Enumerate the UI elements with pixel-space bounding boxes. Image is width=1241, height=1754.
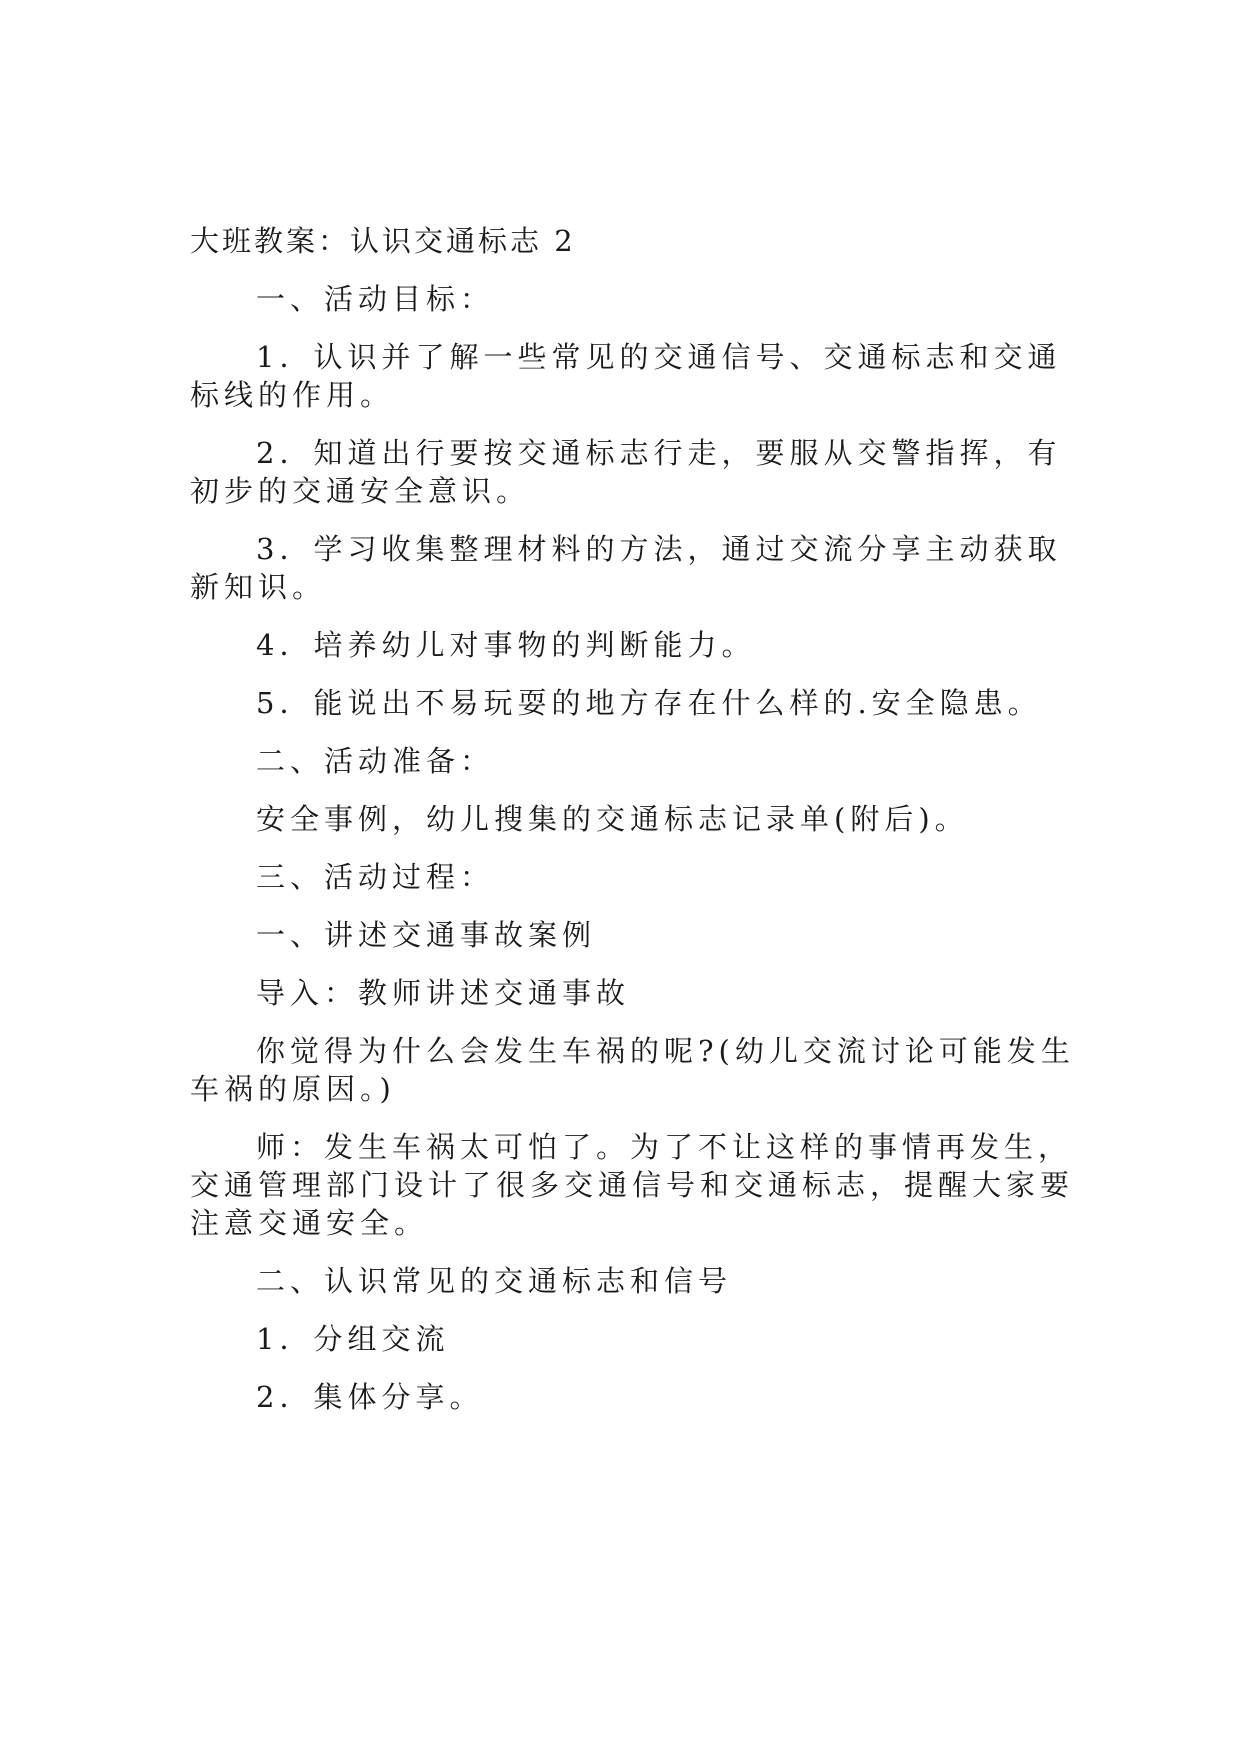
paragraph-line: 师：发生车祸太可怕了。为了不让这样的事情再发生， (256, 1130, 1073, 1164)
paragraph-line: 5．能说出不易玩耍的地方存在什么样的.安全隐患。 (256, 686, 1042, 720)
paragraph (190, 338, 1060, 414)
paragraph-line: 安全事例，幼儿搜集的交通标志记录单(附后)。 (256, 802, 969, 836)
paragraph (190, 1032, 1075, 1108)
paragraph (190, 858, 1060, 896)
paragraph-line: 1．分组交流 (256, 1322, 450, 1356)
paragraph-line: 2．知道出行要按交通标志行走，要服从交警指挥，有 (256, 436, 1062, 470)
paragraph (190, 1128, 1075, 1242)
paragraph-line: 二、活动准备： (256, 744, 495, 778)
paragraph (190, 742, 1060, 780)
paragraph-line: 2．集体分享。 (256, 1380, 484, 1414)
paragraph-line: 3．学习收集整理材料的方法，通过交流分享主动获取 (256, 532, 1062, 566)
paragraph-line: 新知识。 (190, 570, 327, 604)
paragraph (190, 1378, 1060, 1416)
paragraph (190, 530, 1060, 606)
paragraph (190, 280, 1060, 318)
document-page (190, 222, 1075, 1436)
paragraph-line: 一、活动目标： (256, 282, 495, 316)
paragraph (190, 916, 1060, 954)
paragraph (190, 626, 1060, 664)
paragraph-line: 三、活动过程： (256, 860, 495, 894)
paragraph (190, 974, 1060, 1012)
paragraph-line: 初步的交通安全意识。 (190, 474, 531, 508)
paragraph-line: 车祸的原因。) (190, 1072, 396, 1106)
document-title: 大班教案：认识交通标志 2 (190, 224, 576, 258)
paragraph-line: 注意交通安全。 (190, 1206, 429, 1240)
paragraph (190, 434, 1060, 510)
paragraph-line: 一、讲述交通事故案例 (256, 918, 597, 952)
paragraph (190, 800, 1060, 838)
paragraph-line: 1．认识并了解一些常见的交通信号、交通标志和交通 (256, 340, 1062, 374)
paragraph-line: 你觉得为什么会发生车祸的呢?(幼儿交流讨论可能发生 (256, 1034, 1075, 1068)
paragraph-line: 标线的作用。 (190, 378, 395, 412)
paragraph-line: 4．培养幼儿对事物的判断能力。 (256, 628, 756, 662)
paragraph (190, 1320, 1060, 1358)
paragraph-line: 二、认识常见的交通标志和信号 (256, 1264, 733, 1298)
paragraph (190, 684, 1060, 722)
paragraph-line: 导入：教师讲述交通事故 (256, 976, 631, 1010)
paragraph-line: 交通管理部门设计了很多交通信号和交通标志，提醒大家要 (190, 1168, 1075, 1202)
paragraph (190, 1262, 1060, 1300)
